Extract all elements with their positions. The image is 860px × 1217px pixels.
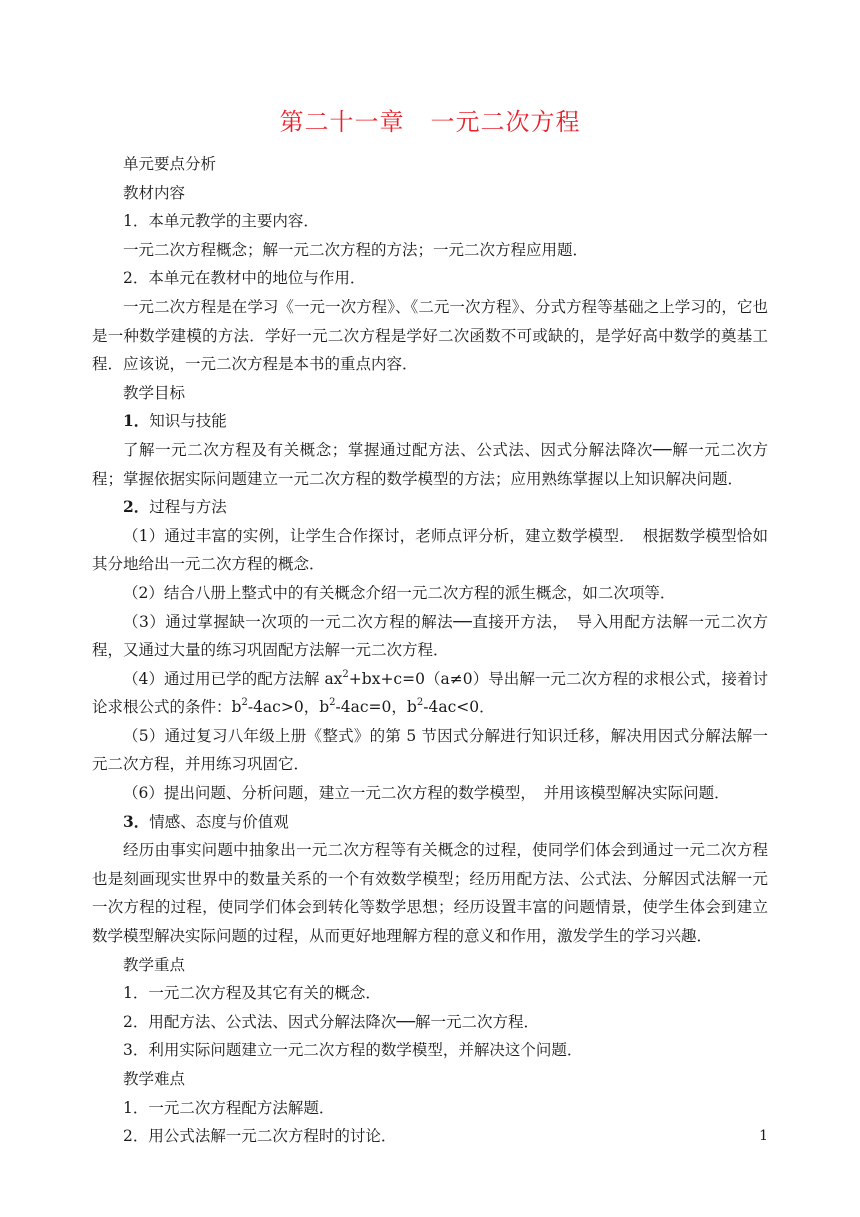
difficulty-1: 1．一元二次方程配方法解题． <box>123 1098 335 1117</box>
goal-2-item-4: （4）通过用已学的配方法解 $ax^2+bx+c=0(a\ne 0)$导出解一元二次方程的求根公式，接着讨论求根公式的条件：$b^2-4ac>0$，$b^2-4ac=0$，$b^2-4ac<0$． <box>92 668 768 717</box>
goal-1-heading: 1．知识与技能 <box>123 411 227 431</box>
material-item-1-body: 一元二次方程概念；解一元二次方程的方法；一元二次方程应用题． <box>123 240 589 259</box>
key-point-1: 1．一元二次方程及其它有关的概念． <box>123 984 381 1003</box>
difficulty-2: 2．用公式法解一元二次方程时的讨论． <box>123 1127 397 1146</box>
material-item-2: 2．本单元在教材中的地位与作用． <box>123 269 366 288</box>
goal-2-item-5: （5）通过复习八年级上册《整式》的第 5 节因式分解进行知识迁移，解决用因式分解法解一元二次方程，并用练习巩固它． <box>92 726 768 774</box>
key-point-2: 2．用配方法、公式法、因式分解法降次──解一元二次方程． <box>123 1012 540 1031</box>
page-number: 1 <box>759 1128 768 1144</box>
document-body <box>92 150 768 1151</box>
chapter-name: 一元二次方程 <box>430 108 581 136</box>
goal-2-item-1: （1）通过丰富的实例，让学生合作探讨，老师点评分析，建立数学模型． 根据数学模型恰如其分地给出一元二次方程的概念． <box>92 526 768 574</box>
chapter-number: 第二十一章 <box>279 108 405 136</box>
goal-3-body: 经历由事实问题中抽象出一元二次方程等有关概念的过程，使同学们体会到通过一元二次方程也是刻画现实世界中的数量关系的一个有效数学模型；经历用配方法、公式法、分解因式法解一元一次方程的过程，使同学们体会到转化等数学思想；经历设置丰富的问题情景，使学生体会到建立数学模型解决实际问题的过程，从而更好地理解方程的意义和作用，激发学生的学习兴趣． <box>92 841 768 946</box>
goal-1-body: 了解一元二次方程及有关概念；掌握通过配方法、公式法、因式分解法降次──解一元二次方程；掌握依据实际问题建立一元二次方程的数学模型的方法；应用熟练掌握以上知识解决问题． <box>92 440 768 488</box>
heading-key-points: 教学重点 <box>123 955 186 974</box>
heading-goals: 教学目标 <box>123 383 186 402</box>
chapter-title <box>92 106 768 138</box>
heading-unit-analysis: 单元要点分析 <box>123 155 217 173</box>
heading-material: 教材内容 <box>123 183 186 202</box>
goal-3-heading: 3．情感、态度与价值观 <box>123 811 289 831</box>
heading-difficulties: 教学难点 <box>123 1070 186 1088</box>
key-point-3: 3．利用实际问题建立一元二次方程的数学模型，并解决这个问题． <box>123 1041 583 1060</box>
material-item-1: 1．本单元教学的主要内容． <box>123 212 319 231</box>
goal-2-item-2: （2）结合八册上整式中的有关概念介绍一元二次方程的派生概念，如二次项等． <box>123 583 676 602</box>
goal-2-heading: 2．过程与方法 <box>123 497 227 517</box>
material-item-2-body: 一元二次方程是在学习《一元一次方程》、《二元一次方程》、分式方程等基础之上学习的，它也是一种数学建模的方法．学好一元二次方程是学好二次函数不可或缺的，是学好高中数学的奠基工程．应该说，一元二次方程是本书的重点内容． <box>92 297 768 374</box>
goal-2-item-6: （6）提出问题、分析问题，建立一元二次方程的数学模型， 并用该模型解决实际问题． <box>123 784 730 803</box>
goal-2-item-3: （3）通过掌握缺一次项的一元二次方程的解法──直接开方法， 导入用配方法解一元二次方程，又通过大量的练习巩固配方法解一元二次方程． <box>92 612 768 660</box>
